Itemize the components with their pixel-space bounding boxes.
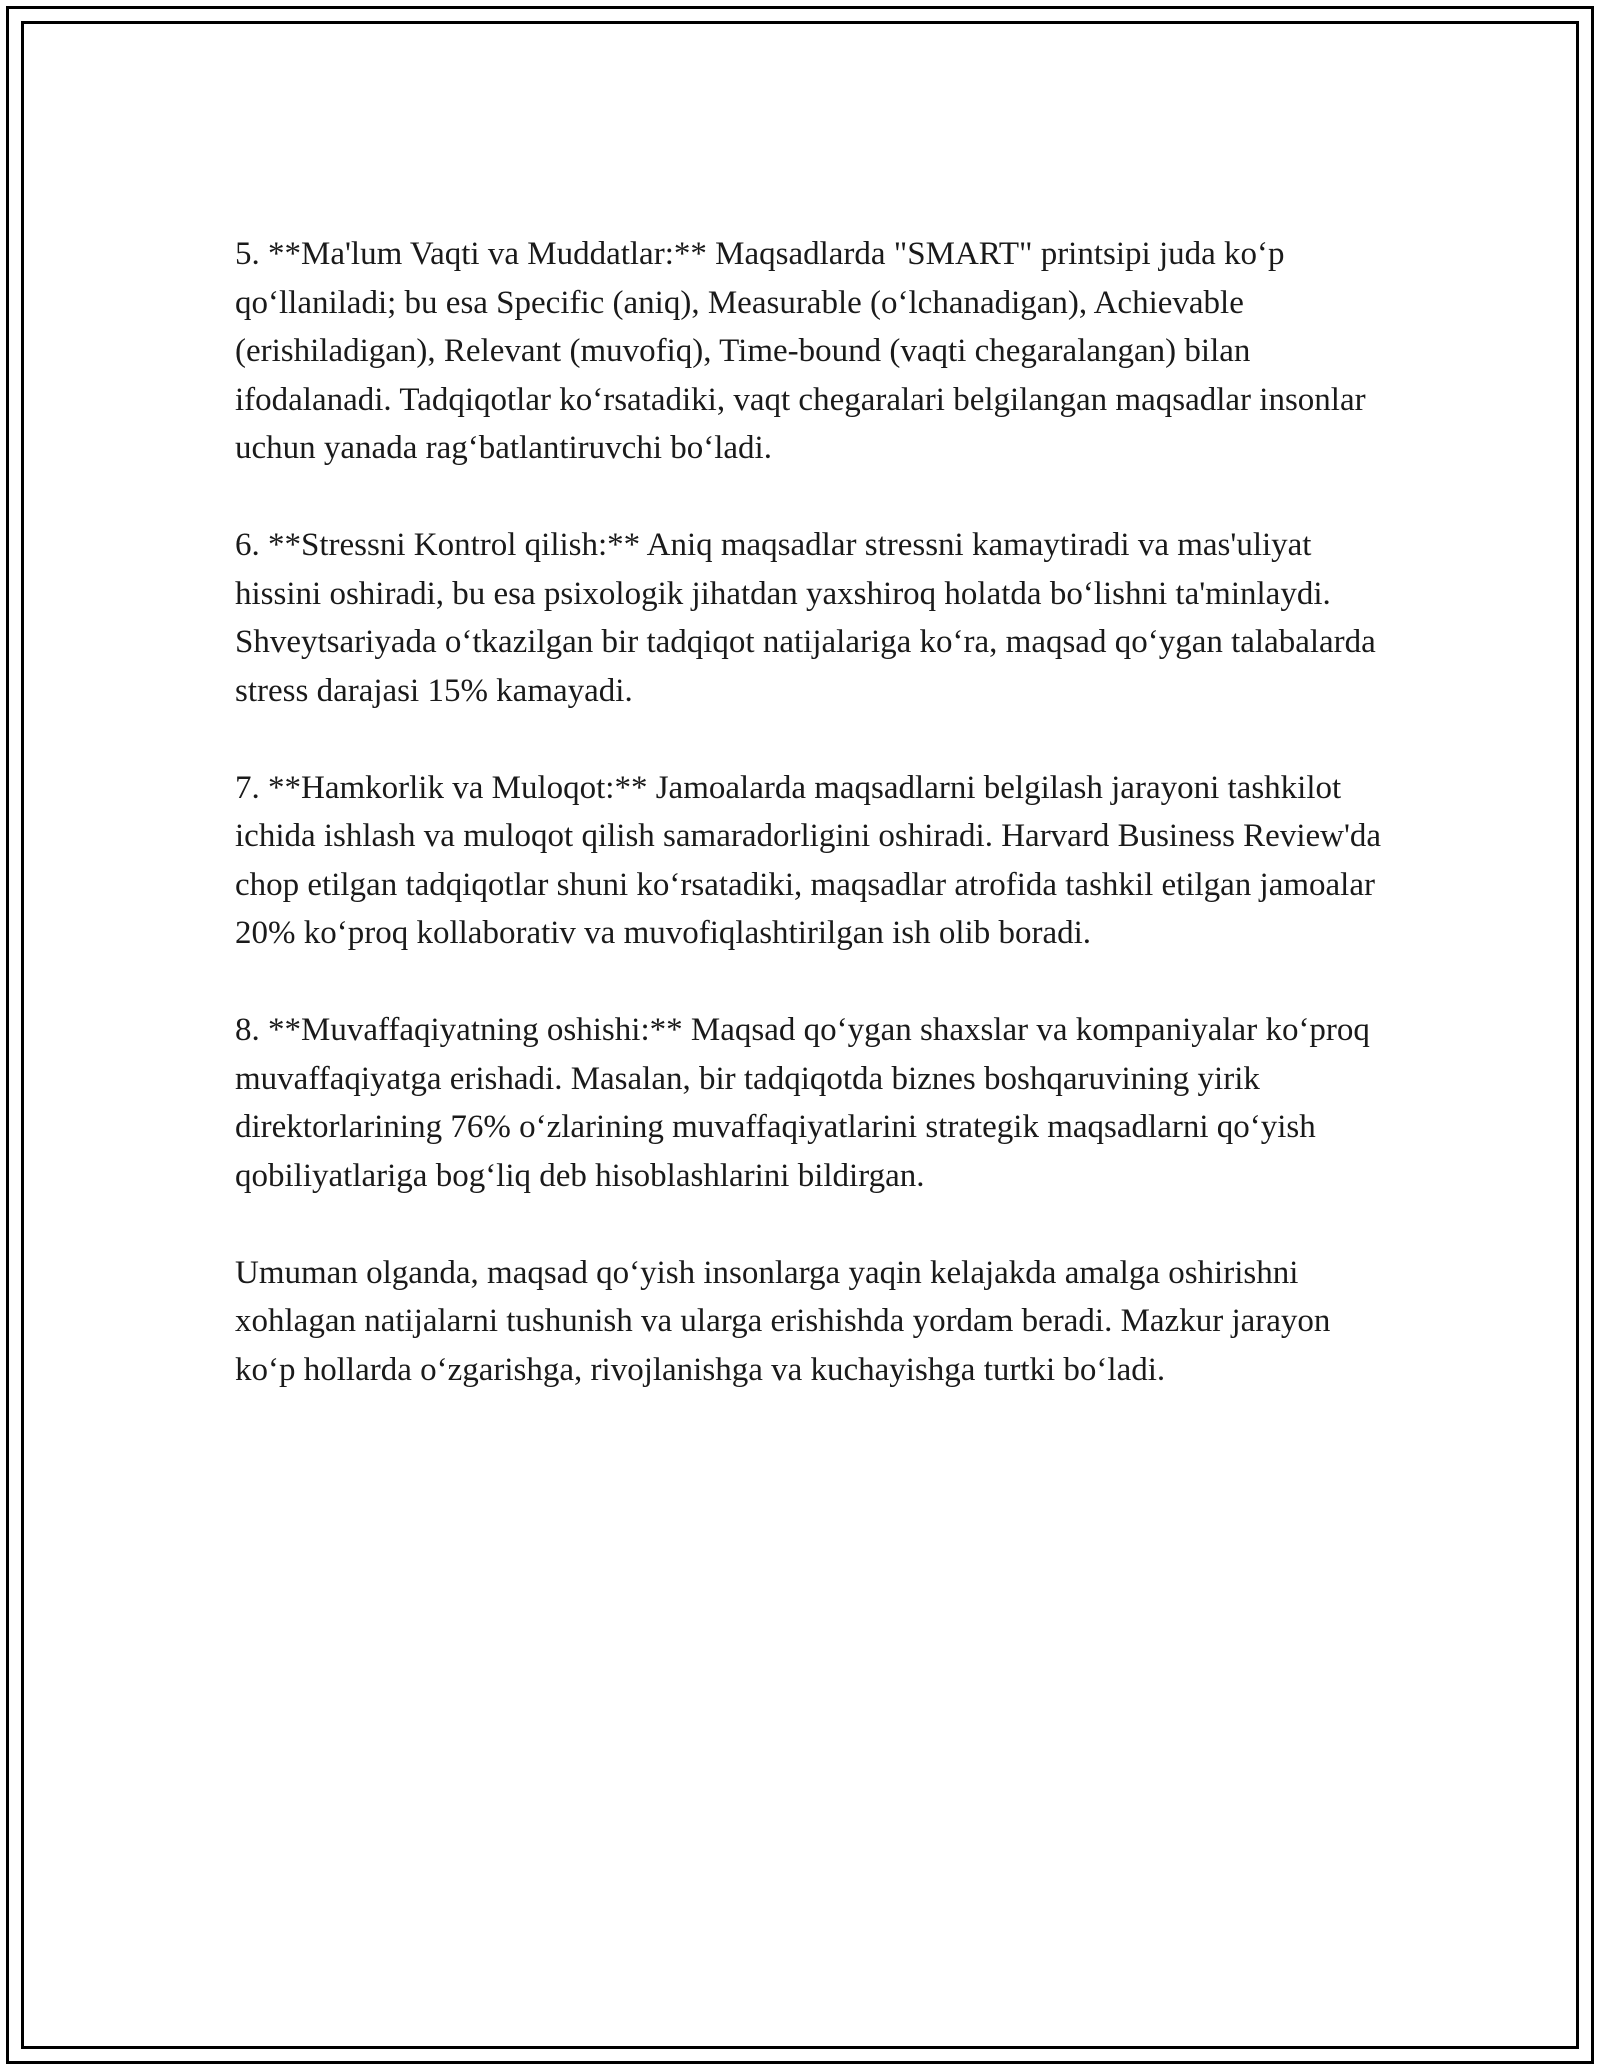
paragraph-success: 8. **Muvaffaqiyatning oshishi:** Maqsad qo‘ygan shaxslar va kompaniyalar ko‘proq muvaffaqiyatga erishadi. Masalan, bir tadqiqotda biznes boshqaruvining yirik direktorlarining 76% o‘zlarining muvaffaqiyatlarini strategik maqsadlarni qo‘yish qobiliyatlariga bog‘liq deb hisoblashlarini bildirgan. [235,1012,1370,1194]
paragraph-smart-goals: 5. **Ma'lum Vaqti va Muddatlar:** Maqsadlarda "SMART" printsipi juda ko‘p qo‘llaniladi; bu esa Specific (aniq), Measurable (o‘lchanadigan), Achievable (erishiladigan), Relevant (muvofiq), Time-bound (vaqti chegaralangan) bilan ifodalanadi. Tadqiqotlar ko‘rsatadiki, vaqt chegaralari belgilangan maqsadlar insonlar uchun yanada rag‘batlantiruvchi bo‘ladi. [235,236,1366,466]
paragraph-collaboration: 7. **Hamkorlik va Muloqot:** Jamoalarda maqsadlarni belgilash jarayoni tashkilot ichida ishlash va muloqot qilish samaradorligini oshiradi. Harvard Business Review'da chop etilgan tadqiqotlar shuni ko‘rsatadiki, maqsadlar atrofida tashkil etilgan jamoalar 20% ko‘proq kollaborativ va muvofiqlashtirilgan ish olib boradi. [235,769,1382,951]
paragraph-stress-control: 6. **Stressni Kontrol qilish:** Aniq maqsadlar stressni kamaytiradi va mas'uliyat hissini oshiradi, bu esa psixologik jihatdan yaxshiroq holatda bo‘lishni ta'minlaydi. Shveytsariyada o‘tkazilgan bir tadqiqot natijalariga ko‘ra, maqsad qo‘ygan talabalarda stress darajasi 15% kamayadi. [235,527,1376,709]
paragraph-conclusion: Umuman olganda, maqsad qo‘yish insonlarga yaqin kelajakda amalga oshirishni xohlagan natijalarni tushunish va ularga erishishda yordam beradi. Mazkur jarayon ko‘p hollarda o‘zgarishga, rivojlanishga va kuchayishga turtki bo‘ladi. [235,1254,1331,1388]
document-body [235,230,1385,1443]
